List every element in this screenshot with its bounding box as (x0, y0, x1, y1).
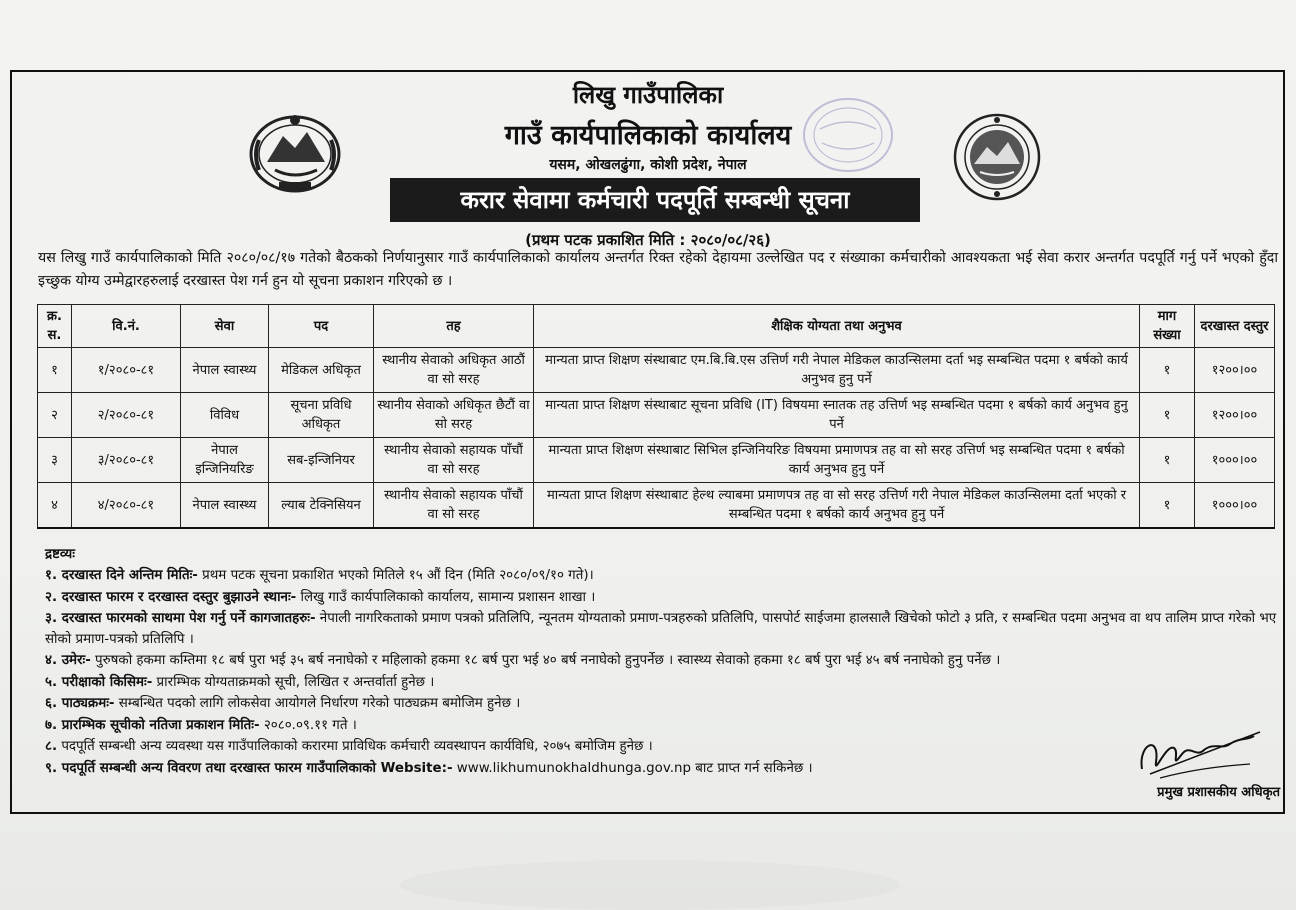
signatory-title: प्रमुख प्रशासकीय अधिकृत (1157, 785, 1280, 800)
table-header-row (38, 305, 1275, 348)
note-text: सम्बन्धित पदको लागि लोकसेवा आयोगले निर्धारण गरेको पाठ्यक्रम बमोजिम हुनेछ । (114, 696, 521, 711)
published-date: (प्रथम पटक प्रकाशित मिति : २०८०/०८/२६) (525, 231, 771, 249)
col-header-qualification: शैक्षिक योग्यता तथा अनुभव (534, 305, 1140, 348)
note-label: ६. पाठ्यक्रमः- (45, 696, 115, 711)
note-label: १. दरखास्त दिने अन्तिम मितिः- (45, 568, 198, 583)
cell-qualification: मान्यता प्राप्त शिक्षण संस्थाबाट हेल्थ ल्याबमा प्रमाणपत्र तह वा सो सरह उत्तिर्ण गरी नेपाल मेडिकल काउन्सिलमा दर्ता भएको र सम्बन्धित पदमा १ बर्षको कार्य अनुभव हुनु पर्ने (534, 483, 1140, 529)
cell-level: स्थानीय सेवाको सहायक पाँचौं वा सो सरह (374, 438, 534, 483)
table-row (38, 438, 1275, 483)
cell-adv-no: ३/२०८०-८१ (72, 438, 181, 483)
cell-demand: १ (1140, 393, 1195, 438)
col-header-sn: क्र. स. (38, 305, 72, 348)
note-item (45, 672, 1280, 694)
cell-level: स्थानीय सेवाको सहायक पाँचौं वा सो सरह (374, 483, 534, 529)
cell-demand: १ (1140, 438, 1195, 483)
cell-post: सूचना प्रविधि अधिकृत (269, 393, 374, 438)
note-text: पदपूर्ति सम्बन्धी अन्य व्यवस्था यस गाउँपालिकाको करारमा प्राविधिक कर्मचारी व्यवस्थापन कार्यविधि, २०७५ बमोजिम हुनेछ । (57, 739, 653, 754)
note-item (45, 587, 1280, 609)
paper-shadow (400, 860, 900, 910)
note-item (45, 736, 1280, 758)
cell-level: स्थानीय सेवाको अधिकृत छैटौं वा सो सरह (374, 393, 534, 438)
note-text: प्रारम्भिक योग्यताक्रमको सूची, लिखित र अन्तर्वार्ता हुनेछ । (152, 674, 435, 690)
vacancy-table (37, 304, 1275, 529)
cell-post: ल्याब टेक्निसियन (269, 483, 374, 529)
cell-adv-no: ४/२०८०-८१ (72, 483, 181, 529)
cell-fee: १०००।०० (1195, 438, 1275, 483)
cell-sn: १ (38, 348, 72, 393)
note-label: ४. उमेरः- (45, 653, 91, 668)
notes-heading: द्रष्टव्यः (45, 547, 75, 562)
col-header-level: तह (374, 305, 534, 348)
note-item (45, 565, 1280, 587)
cell-service: नेपाल स्वास्थ्य (181, 483, 269, 529)
note-text: www.likhumunokhaldhunga.gov.np बाट प्राप्त गर्न सकिनेछ । (452, 760, 813, 776)
cell-demand: १ (1140, 348, 1195, 393)
notice-title-banner: करार सेवामा कर्मचारी पदपूर्ति सम्बन्धी सूचना (390, 178, 920, 222)
note-text: लिखु गाउँ कार्यपालिकाको कार्यालय, सामान्य प्रशासन शाखा । (296, 589, 596, 605)
municipality-name: लिखु गाउँपालिका (572, 81, 724, 109)
cell-qualification: मान्यता प्राप्त शिक्षण संस्थाबाट सूचना प्रविधि (IT) विषयमा स्नातक तह उत्तिर्ण भइ सम्बन्धित पदमा १ बर्षको कार्य अनुभव हुनु पर्ने (534, 393, 1140, 438)
note-text: नेपाली नागरिकताको प्रमाण पत्रको प्रतिलिपि, न्यूनतम योग्यताको प्रमाण-पत्रहरुको प्रतिलिपि, पासपोर्ट साईजमा हालसालै खिचेको फोटो ३ प्रति, र सम्बन्धित पदमा अनुभव वा थप तालिम प्राप्त गरेको भए सोको प्रमाण-पत्रको प्रतिलिपि । (45, 611, 1277, 647)
cell-demand: १ (1140, 483, 1195, 529)
col-header-post: पद (269, 305, 374, 348)
cell-qualification: मान्यता प्राप्त शिक्षण संस्थाबाट सिभिल इन्जिनियरिङ विषयमा प्रमाणपत्र तह वा सो सरह उत्तिर्ण भइ सम्बन्धित पदमा १ बर्षको कार्य अनुभव हुनु पर्ने (534, 438, 1140, 483)
cell-fee: १२००।०० (1195, 348, 1275, 393)
cell-fee: १०००।०० (1195, 483, 1275, 529)
signature-icon (1130, 724, 1270, 784)
cell-adv-no: २/२०८०-८१ (72, 393, 181, 438)
cell-adv-no: १/२०८०-८१ (72, 348, 181, 393)
note-item (45, 715, 1280, 737)
office-address: यसम, ओखलढुंगा, कोशी प्रदेश, नेपाल (549, 157, 747, 173)
note-item (45, 650, 1280, 672)
note-label: ८. (45, 739, 58, 754)
cell-level: स्थानीय सेवाको अधिकृत आठौं वा सो सरह (374, 348, 534, 393)
note-label: ७. प्रारम्भिक सूचीको नतिजा प्रकाशन मितिः- (45, 717, 260, 733)
note-item (45, 693, 1280, 715)
col-header-demand: माग संख्या (1140, 305, 1195, 348)
note-label: २. दरखास्त फारम र दरखास्त दस्तुर बुझाउने स्थानः- (45, 589, 297, 605)
cell-service: विविध (181, 393, 269, 438)
office-name: गाउँ कार्यपालिकाको कार्यालय (504, 120, 792, 151)
cell-fee: १२००।०० (1195, 393, 1275, 438)
cell-sn: २ (38, 393, 72, 438)
note-label: ९. पदपूर्ति सम्बन्धी अन्य विवरण तथा दरखास्त फारम गाउँपालिकाको Website:- (45, 760, 453, 776)
notes-section (45, 545, 1280, 779)
table-row (38, 393, 1275, 438)
note-text: २०८०.०९.११ गते । (259, 717, 357, 733)
table-row (38, 348, 1275, 393)
cell-sn: ३ (38, 438, 72, 483)
col-header-adv-no: वि.नं. (72, 305, 181, 348)
cell-service: नेपाल स्वास्थ्य (181, 348, 269, 393)
cell-qualification: मान्यता प्राप्त शिक्षण संस्थाबाट एम.बि.बि.एस उत्तिर्ण गरी नेपाल मेडिकल काउन्सिलमा दर्ता भइ सम्बन्धित पदमा १ बर्षको कार्य अनुभव हुनु पर्ने (534, 348, 1140, 393)
table-row (38, 483, 1275, 529)
col-header-service: सेवा (181, 305, 269, 348)
cell-post: सब-इन्जिनियर (269, 438, 374, 483)
note-label: ५. परीक्षाको किसिमः- (45, 674, 153, 690)
note-item (45, 608, 1280, 650)
note-item (45, 758, 1280, 780)
note-text: प्रथम पटक सूचना प्रकाशित भएको मितिले १५ औं दिन (मिति २०८०/०९/१० गते)। (197, 568, 594, 583)
cell-sn: ४ (38, 483, 72, 529)
cell-post: मेडिकल अधिकृत (269, 348, 374, 393)
intro-paragraph: यस लिखु गाउँ कार्यपालिकाको मिति २०८०/०८/१७ गतेको बैठकको निर्णयानुसार गाउँ कार्यपालिकाको कार्यालय अन्तर्गत रिक्त रहेको देहायमा उल्लेखित पद र संख्याका कर्मचारीको आवश्यकता भई सेवा करार अन्तर्गत पदपूर्ति गर्नु पर्ने भएको हुँदा इच्छुक योग्य उम्मेद्वारहरुलाई दरखास्त पेश गर्न हुन यो सूचना प्रकाशन गरिएको छ । (38, 250, 1278, 289)
note-label: ३. दरखास्त फारमको साथमा पेश गर्नु पर्ने कागजातहरुः- (45, 611, 316, 626)
col-header-fee: दरखास्त दस्तुर (1195, 305, 1275, 348)
note-text: पुरुषको हकमा कम्तिमा १८ बर्ष पुरा भई ३५ बर्ष ननाघेको र महिलाको हकमा १८ बर्ष पुरा भई ४० बर्ष ननाघेको हुनुपर्नेछ । स्वास्थ्य सेवाको हकमा १८ बर्ष पुरा भई ४५ बर्ष ननाघेको हुनु पर्नेछ । (90, 653, 1001, 668)
cell-service: नेपाल इन्जिनियरिङ (181, 438, 269, 483)
